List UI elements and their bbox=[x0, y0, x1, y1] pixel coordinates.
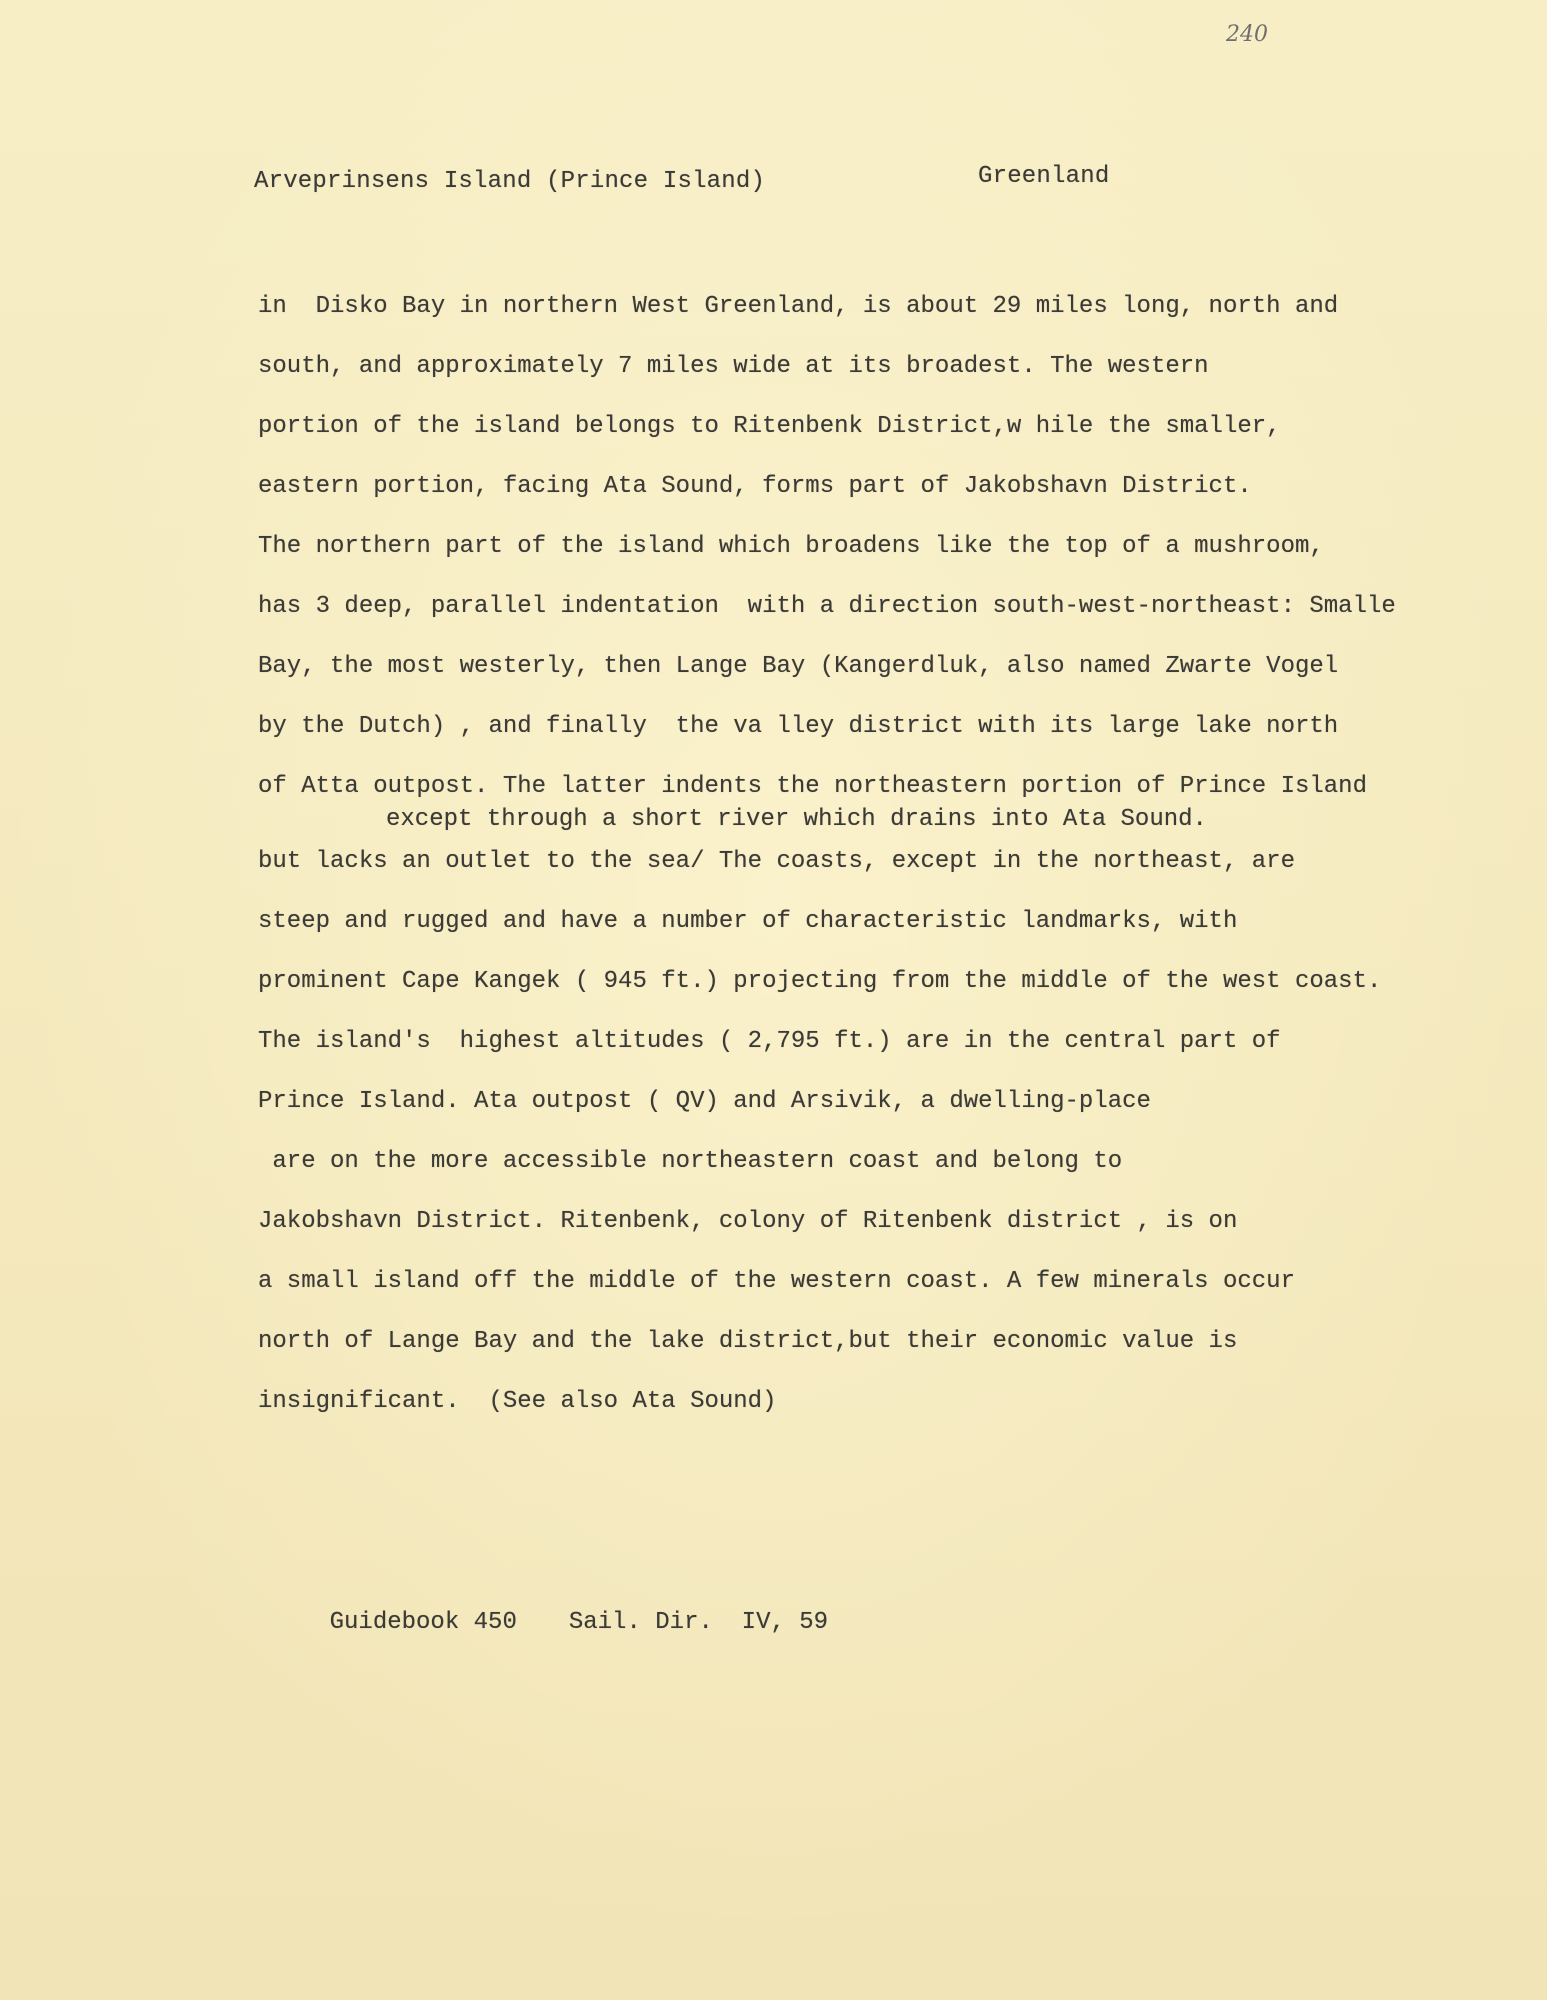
inserted-line: except through a short river which drains into Ata Sound. bbox=[386, 806, 1207, 833]
body-line: steep and rugged and have a number of characteristic landmarks, with bbox=[258, 908, 1238, 935]
body-line: south, and approximately 7 miles wide at its broadest. The western bbox=[258, 353, 1209, 380]
body-line: north of Lange Bay and the lake district,but their economic value is bbox=[258, 1328, 1238, 1355]
body-line: has 3 deep, parallel indentation with a direction south-west-northeast: Smalle bbox=[258, 593, 1396, 620]
entry-title: Arveprinsens Island (Prince Island) bbox=[254, 168, 766, 195]
entry-body bbox=[258, 280, 1488, 1440]
page-number: 240 bbox=[1226, 22, 1268, 47]
guidebook-reference: Guidebook 450 bbox=[329, 1609, 517, 1636]
body-line: but lacks an outlet to the sea/ The coasts, except in the northeast, are bbox=[258, 848, 1295, 875]
body-line: Bay, the most westerly, then Lange Bay (Kangerdluk, also named Zwarte Vogel bbox=[258, 653, 1339, 680]
body-line: in Disko Bay in northern West Greenland, is about 29 miles long, north and bbox=[258, 293, 1339, 320]
body-line: prominent Cape Kangek ( 945 ft.) projecting from the middle of the west coast. bbox=[258, 968, 1382, 995]
body-line: of Atta outpost. The latter indents the northeastern portion of Prince Island bbox=[258, 773, 1367, 800]
references bbox=[272, 1582, 880, 1663]
entry-region: Greenland bbox=[978, 163, 1110, 190]
sailing-directions-reference: Sail. Dir. IV, 59 bbox=[568, 1609, 829, 1636]
body-line: Jakobshavn District. Ritenbenk, colony of Ritenbenk district , is on bbox=[258, 1208, 1238, 1235]
body-line: portion of the island belongs to Ritenbenk District,w hile the smaller, bbox=[258, 413, 1281, 440]
body-line: a small island off the middle of the western coast. A few minerals occur bbox=[258, 1268, 1295, 1295]
body-line: are on the more accessible northeastern coast and belong to bbox=[258, 1148, 1123, 1175]
body-line: eastern portion, facing Ata Sound, forms part of Jakobshavn District. bbox=[258, 473, 1252, 500]
body-line: Prince Island. Ata outpost ( QV) and Arsivik, a dwelling-place bbox=[258, 1088, 1151, 1115]
body-line: insignificant. (See also Ata Sound) bbox=[258, 1388, 777, 1415]
body-line: The northern part of the island which broadens like the top of a mushroom, bbox=[258, 533, 1324, 560]
body-line: by the Dutch) , and finally the va lley district with its large lake north bbox=[258, 713, 1339, 740]
body-line: The island's highest altitudes ( 2,795 ft.) are in the central part of bbox=[258, 1028, 1281, 1055]
